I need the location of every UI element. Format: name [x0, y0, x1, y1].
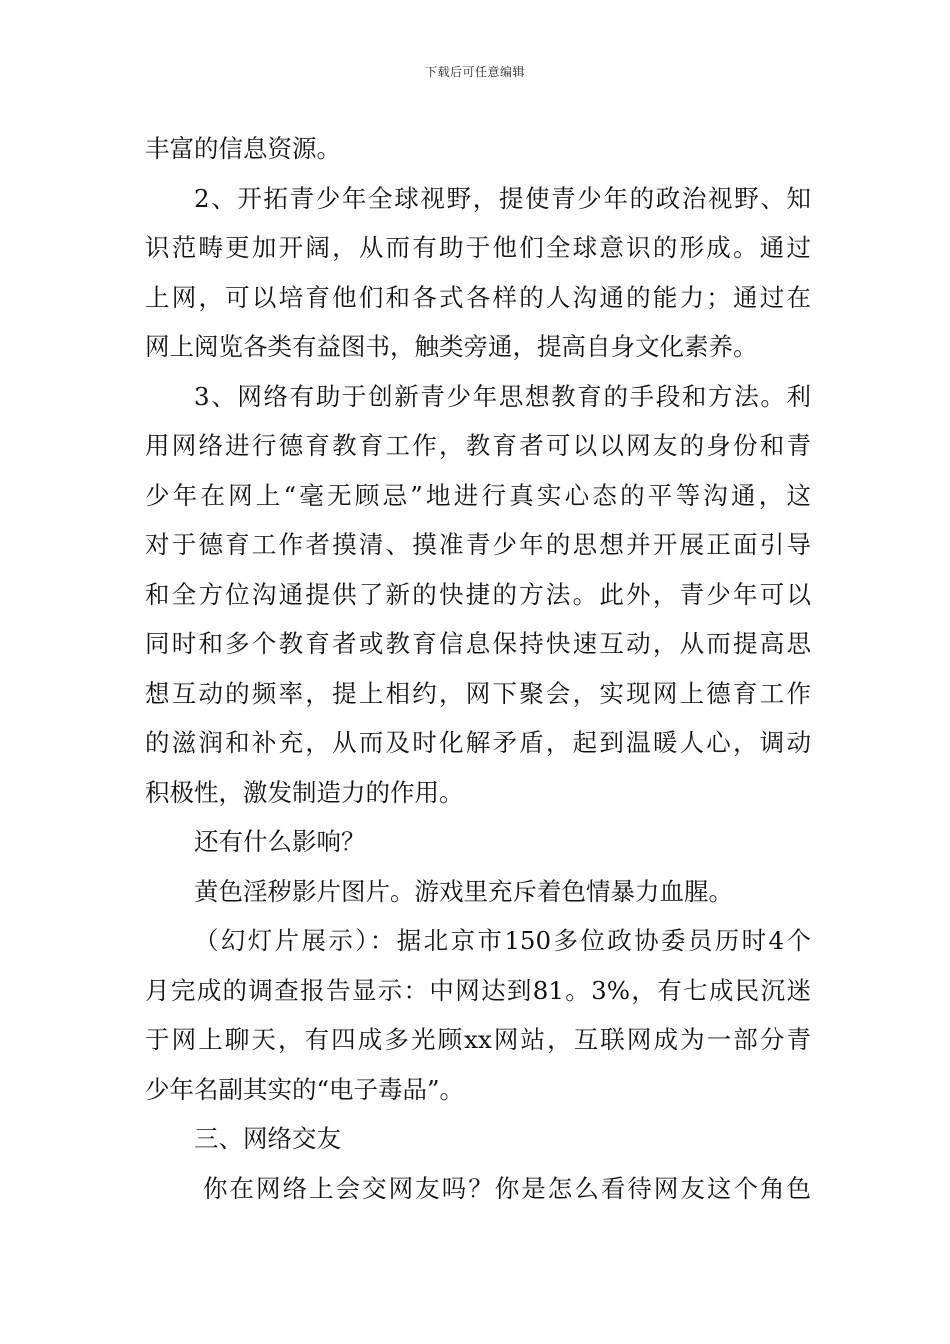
page-header: 下载后可任意编辑: [424, 65, 525, 79]
text-line: 对于德育工作者摸清、摸准青少年的思想并开展正面引导: [145, 530, 811, 559]
text-line: 丰富的信息资源。: [145, 134, 341, 163]
text-line: （幻灯片展示）：据北京市150多位政协委员历时4个: [194, 926, 811, 955]
text-line: 用网络进行德育教育工作，教育者可以以网友的身份和青: [145, 431, 811, 460]
text-line: 黄色淫秽影片图片。游戏里充斥着色情暴力血腥。: [194, 876, 733, 906]
text-line: 3、网络有助于创新青少年思想教育的手段和方法。利: [194, 381, 811, 411]
text-line: 你在网络上会交网友吗？你是怎么看待网友这个角色: [203, 1173, 811, 1203]
text-line: 还有什么影响？: [194, 827, 366, 856]
text-line: 上网，可以培育他们和各式各样的人沟通的能力；通过在: [145, 282, 811, 312]
text-line: 少年名副其实的“电子毒品”。: [145, 1074, 465, 1104]
text-line: 月完成的调查报告显示：中网达到81。3%，有七成民沉迷: [145, 975, 811, 1005]
text-line: 的滋润和补充，从而及时化解矛盾，起到温暖人心，调动: [145, 728, 811, 757]
text-line: 识范畴更加开阔，从而有助于他们全球意识的形成。通过: [145, 233, 811, 262]
text-line: 想互动的频率，提上相约，网下聚会，实现网上德育工作: [145, 678, 811, 708]
text-line: 2、开拓青少年全球视野，提使青少年的政治视野、知: [194, 183, 811, 213]
document-body: [145, 124, 811, 1213]
text-line: 积极性，激发制造力的作用。: [145, 777, 464, 807]
text-line: 和全方位沟通提供了新的快捷的方法。此外，青少年可以: [145, 579, 811, 609]
text-line: 同时和多个教育者或教育信息保持快速互动，从而提高思: [145, 629, 811, 658]
text-line: 三、网络交友: [194, 1124, 341, 1153]
text-line: 网上阅览各类有益图书，触类旁通，提高自身文化素养。: [145, 332, 758, 361]
text-line: 少年在网上“毫无顾忌”地进行真实心态的平等沟通，这: [145, 480, 811, 510]
text-line: 于网上聊天，有四成多光顾xx网站，互联网成为一部分青: [145, 1025, 811, 1054]
